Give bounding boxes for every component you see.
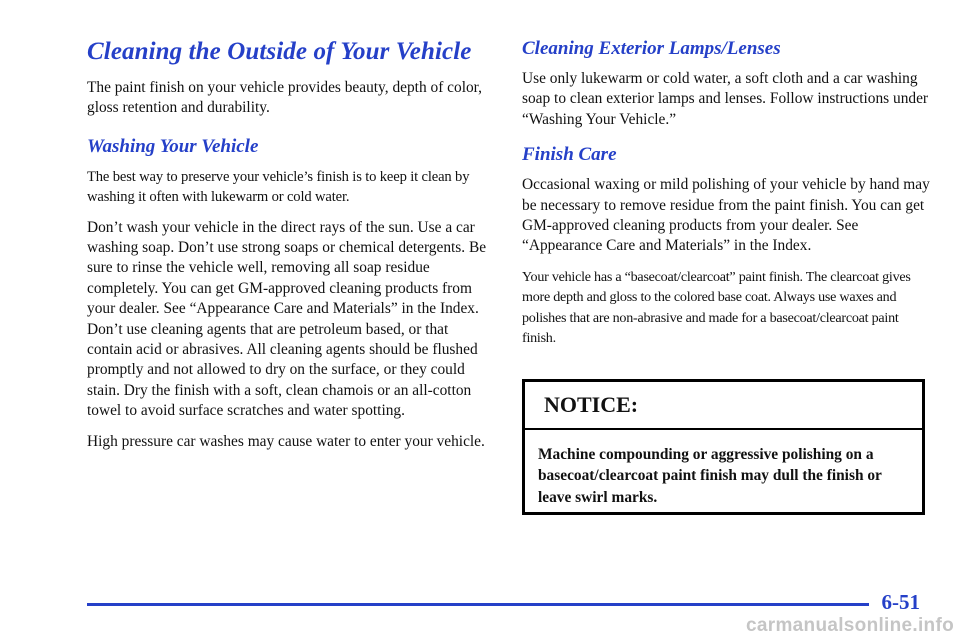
footer-rule xyxy=(87,603,869,606)
intro-paragraph: The paint finish on your vehicle provides beauty, depth of color, gloss retention and durability. xyxy=(87,79,483,117)
finish-paragraph-1: Occasional waxing or mild polishing of your vehicle by hand may be necessary to remove residue from the paint finish. You can get GM‑approved cleaning products from your dealer. See “Appearance Care and Materials” in the Index. xyxy=(522,176,930,255)
lamps-paragraph: Use only lukewarm or cold water, a soft cloth and a car washing soap to clean exterior lamps and lenses. Follow instructions under “Washing Your Vehicle.” xyxy=(522,70,929,128)
notice-box xyxy=(522,379,925,515)
section-heading-washing: Washing Your Vehicle xyxy=(87,135,259,157)
section-heading-lamps: Cleaning Exterior Lamps/Lenses xyxy=(522,38,781,59)
washing-paragraph-3: High pressure car washes may cause water to enter your vehicle. xyxy=(87,432,485,450)
finish-paragraph-2: Your vehicle has a “basecoat/clearcoat” paint finish. The clearcoat gives more depth and gloss to the colored base coat. Always use waxes and polishes that are non‑abrasive and made for a basecoat/clearcoat paint finish. xyxy=(522,268,911,347)
notice-title: NOTICE: xyxy=(525,382,922,430)
left-column xyxy=(87,38,487,452)
page-title: Cleaning the Outside of Your Vehicle xyxy=(87,38,472,65)
washing-paragraph-2: Don’t wash your vehicle in the direct rays of the sun. Use a car washing soap. Don’t use strong soaps or chemical detergents. Be sure to rinse the vehicle well, removing all soap residue completely. You can get GM‑approved cleaning products from your dealer. See “Appearance Care and Materials” in the Index. Don’t use cleaning agents that are petroleum based, or that contain acid or abrasives. All cleaning agents should be flushed promptly and not allowed to dry on the surface, or they could stain. Dry the finish with a soft, clean chamois or an all‑cotton towel to avoid surface scratches and water spotting. xyxy=(87,218,487,420)
section-heading-finish-care: Finish Care xyxy=(522,144,617,166)
page-number: 6-51 xyxy=(881,590,920,614)
watermark: carmanualsonline.info xyxy=(746,615,954,636)
notice-body: Machine compounding or aggressive polishing on a basecoat/clearcoat paint finish may dull the finish or leave swirl marks. xyxy=(538,446,882,506)
right-column xyxy=(522,38,932,348)
washing-paragraph-1: The best way to preserve your vehicle’s finish is to keep it clean by washing it often with lukewarm or cold water. xyxy=(87,168,470,206)
